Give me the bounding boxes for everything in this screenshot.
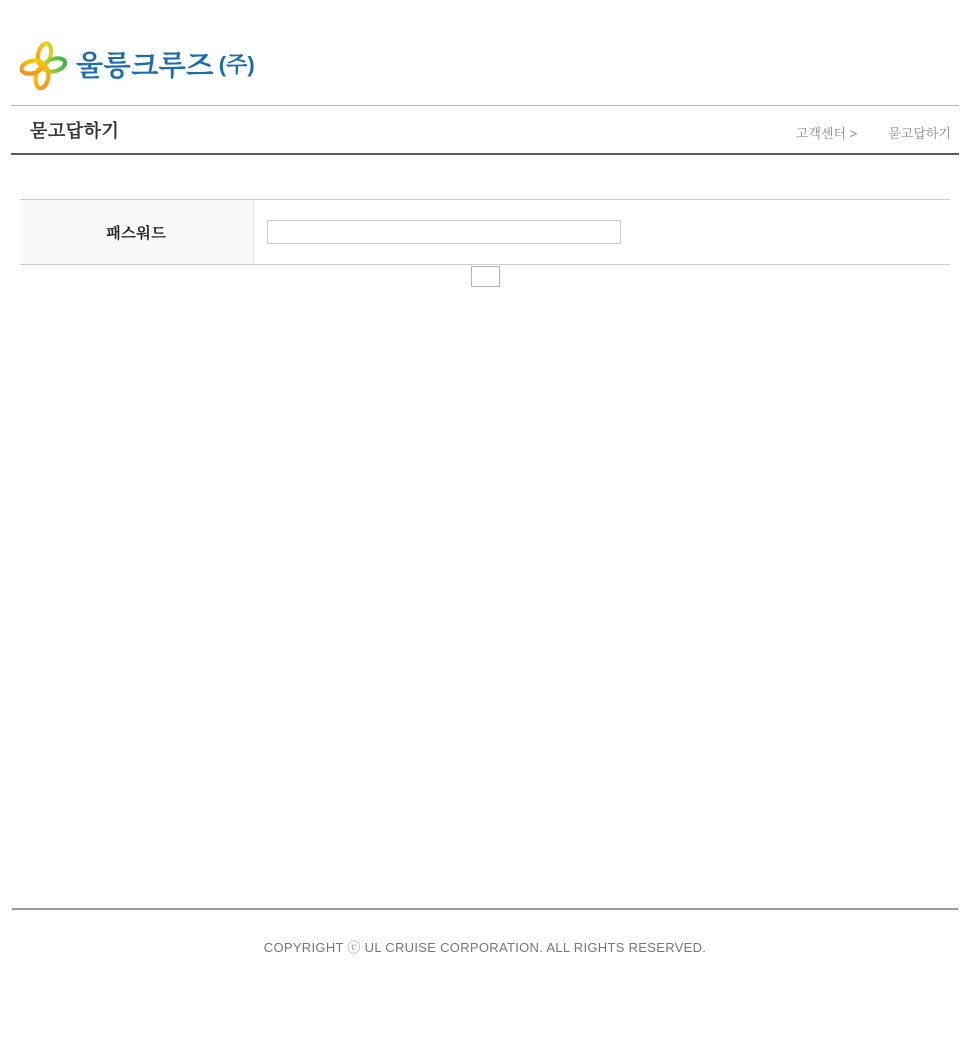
copyright-text: COPYRIGHT ⓒ UL CRUISE CORPORATION. ALL RIGHTS RESERVED. xyxy=(263,940,707,955)
password-check-section xyxy=(20,199,950,287)
password-table xyxy=(20,199,950,265)
footer-divider xyxy=(12,908,958,910)
footer xyxy=(0,908,970,956)
password-label: 패스워드 xyxy=(20,200,253,265)
pinwheel-flower-icon xyxy=(20,41,67,90)
password-cell xyxy=(253,200,950,265)
logo-company-name: 울릉크루즈 xyxy=(76,49,214,81)
breadcrumb-current-page: 묻고답하기 xyxy=(888,126,951,141)
title-bar xyxy=(11,105,959,155)
breadcrumb xyxy=(796,123,951,142)
table-row xyxy=(20,200,950,265)
header xyxy=(0,0,970,105)
breadcrumb-customer-center[interactable]: 고객센터 > xyxy=(795,126,858,141)
logo-link[interactable] xyxy=(20,41,255,90)
confirm-button[interactable] xyxy=(471,266,500,287)
page-title: 묻고답하기 xyxy=(30,120,120,141)
logo-company-suffix: (주) xyxy=(218,51,255,77)
password-input[interactable] xyxy=(267,220,621,244)
